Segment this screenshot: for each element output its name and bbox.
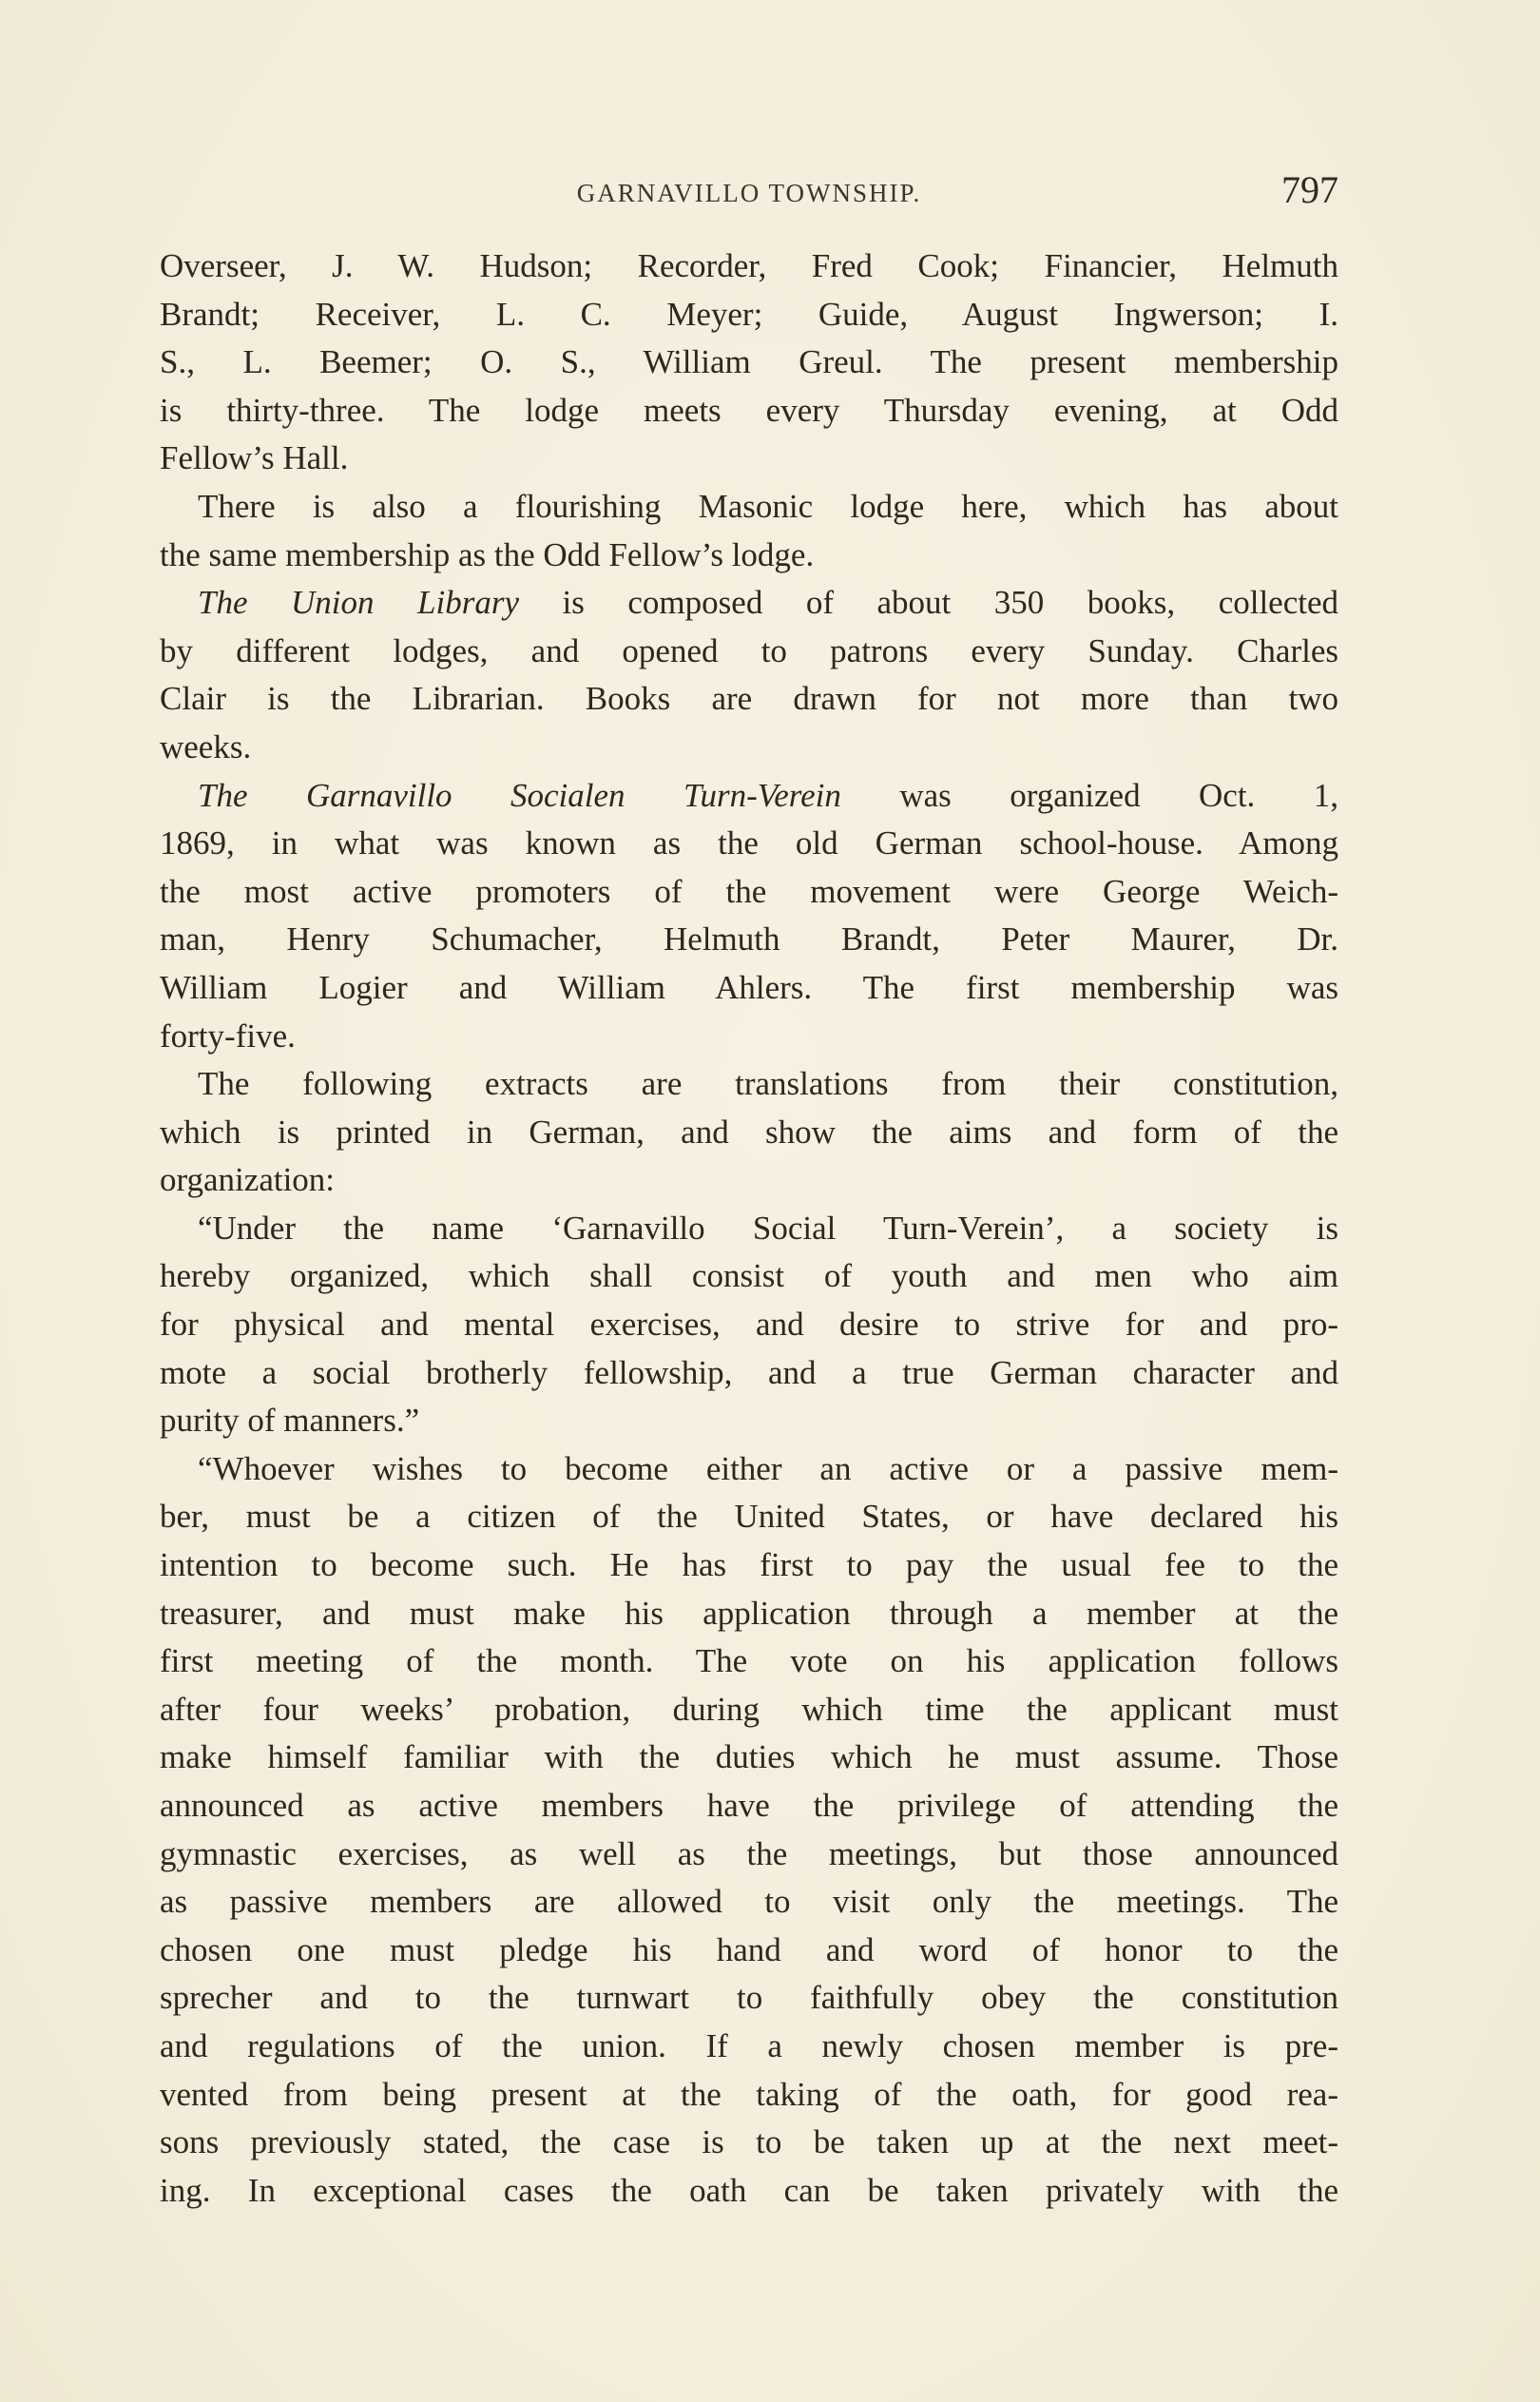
text-line: The Garnavillo Socialen Turn-Verein was organized Oct. 1, <box>198 776 1338 814</box>
text-line: 1869, in what was known as the old German school-house. Among <box>160 824 1338 862</box>
text-line: There is also a flourishing Masonic lodge here, which has about <box>198 487 1338 525</box>
text-line: is thirty-three. The lodge meets every Thursday evening, at Odd <box>160 391 1338 429</box>
text-line: after four weeks’ probation, during which time the applicant must <box>160 1690 1338 1728</box>
text-line: ing. In exceptional cases the oath can be taken privately with the <box>160 2171 1338 2209</box>
text-line: gymnastic exercises, as well as the meetings, but those announced <box>160 1834 1338 1872</box>
body-text <box>160 242 1338 2215</box>
text-line: hereby organized, which shall consist of youth and men who aim <box>160 1257 1338 1295</box>
text-line: make himself familiar with the duties which he must assume. Those <box>160 1738 1338 1776</box>
text-line: The following extracts are translations from their constitution, <box>198 1065 1338 1103</box>
running-head <box>160 167 1338 224</box>
text-line: and regulations of the union. If a newly chosen member is pre- <box>160 2026 1338 2064</box>
text-line: forty-five. <box>160 1017 296 1055</box>
text-line: chosen one must pledge his hand and word of honor to the <box>160 1930 1338 1968</box>
text-line: which is printed in German, and show the aims and form of the <box>160 1113 1338 1151</box>
italic-title: The Garnavillo Socialen Turn-Verein <box>198 776 841 814</box>
text-line: Brandt; Receiver, L. C. Meyer; Guide, August Ingwerson; I. <box>160 295 1338 333</box>
text-line: the same membership as the Odd Fellow’s lodge. <box>160 535 815 573</box>
text-line: treasurer, and must make his application through a member at the <box>160 1594 1338 1632</box>
text-line: William Logier and William Ahlers. The first membership was <box>160 968 1338 1006</box>
page-number: 797 <box>1281 168 1338 211</box>
text-line: The Union Library is composed of about 350 books, collected <box>198 584 1338 622</box>
text-line: Overseer, J. W. Hudson; Recorder, Fred Cook; Financier, Helmuth <box>160 247 1338 284</box>
text-line: first meeting of the month. The vote on his application follows <box>160 1642 1338 1680</box>
text-line: mote a social brotherly fellowship, and a true German character and <box>160 1353 1338 1391</box>
text-line: man, Henry Schumacher, Helmuth Brandt, Peter Maurer, Dr. <box>160 920 1338 959</box>
text-line: sprecher and to the turnwart to faithfully obey the constitution <box>160 1979 1338 2017</box>
chapter-title: GARNAVILLO TOWNSHIP. <box>576 179 922 207</box>
text-line: “Whoever wishes to become either an active or a passive mem- <box>198 1449 1338 1487</box>
text-line: vented from being present at the taking of the oath, for good rea- <box>160 2075 1338 2113</box>
text-line: intention to become such. He has first to pay the usual fee to the <box>160 1546 1338 1584</box>
text-line: Clair is the Librarian. Books are drawn for not more than two <box>160 680 1338 718</box>
italic-title: The Union Library <box>198 584 520 622</box>
text-line: announced as active members have the privilege of attending the <box>160 1787 1338 1824</box>
text-line: organization: <box>160 1161 336 1199</box>
text-line: S., L. Beemer; O. S., William Greul. The present membership <box>160 343 1338 381</box>
text-line: sons previously stated, the case is to be taken up at the next meet- <box>160 2123 1338 2161</box>
text-line: purity of manners.” <box>160 1402 420 1440</box>
text-line: for physical and mental exercises, and desire to strive for and pro- <box>160 1306 1338 1344</box>
text-line: as passive members are allowed to visit only the meetings. The <box>160 1883 1338 1921</box>
text-line: ber, must be a citizen of the United States, or have declared his <box>160 1498 1338 1536</box>
text-line: by different lodges, and opened to patrons every Sunday. Charles <box>160 631 1338 669</box>
text-line: Fellow’s Hall. <box>160 439 349 477</box>
text-line: weeks. <box>160 727 252 765</box>
text-line: the most active promoters of the movement were George Weich- <box>160 872 1338 910</box>
text-line: “Under the name ‘Garnavillo Social Turn-Verein’, a society is <box>198 1209 1338 1247</box>
